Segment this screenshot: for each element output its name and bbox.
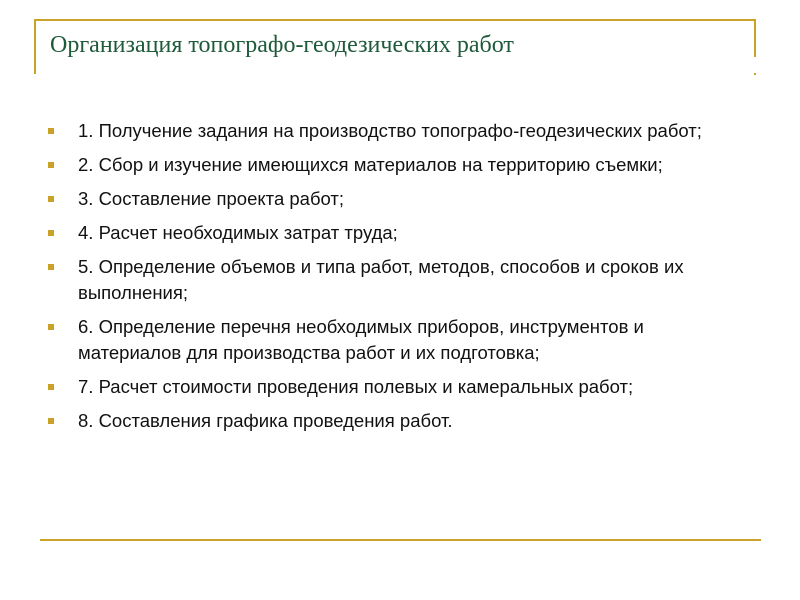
slide-title: Организация топографо-геодезических работ: [50, 32, 514, 58]
list-item: [48, 186, 728, 212]
list-item: [48, 408, 728, 434]
list-item: [48, 152, 728, 178]
list-item: [48, 374, 728, 400]
list-item-text: 2. Сбор и изучение имеющихся материалов на территорию съемки;: [78, 154, 663, 175]
list-item: [48, 118, 728, 144]
bullet-icon: [48, 230, 54, 236]
list-item: [48, 220, 728, 246]
title-top-rule: [34, 19, 756, 21]
bullet-icon: [48, 162, 54, 168]
list-item-text: 6. Определение перечня необходимых приборов, инструментов и материалов для производства работ и их подготовка;: [78, 316, 644, 363]
list-item-text: 5. Определение объемов и типа работ, методов, способов и сроков их выполнения;: [78, 256, 684, 303]
bullet-icon: [48, 384, 54, 390]
bottom-rule: [40, 539, 761, 541]
bullet-icon: [48, 264, 54, 270]
list-item-text: 3. Составление проекта работ;: [78, 188, 345, 209]
list-item: [48, 314, 728, 366]
list-item-text: 4. Расчет необходимых затрат труда;: [78, 222, 398, 243]
bullet-icon: [48, 128, 54, 134]
title-left-rule: [34, 19, 36, 74]
bullet-icon: [48, 324, 54, 330]
list-item-text: 8. Составления графика проведения работ.: [78, 410, 453, 431]
title-right-rule: [754, 19, 756, 57]
bullet-list: [48, 118, 728, 442]
bullet-icon: [48, 196, 54, 202]
list-item-text: 1. Получение задания на производство топографо-геодезических работ;: [78, 120, 702, 141]
list-item-text: 7. Расчет стоимости проведения полевых и камеральных работ;: [78, 376, 634, 397]
bullet-icon: [48, 418, 54, 424]
list-item: [48, 254, 728, 306]
title-corner-dot: [754, 73, 756, 75]
